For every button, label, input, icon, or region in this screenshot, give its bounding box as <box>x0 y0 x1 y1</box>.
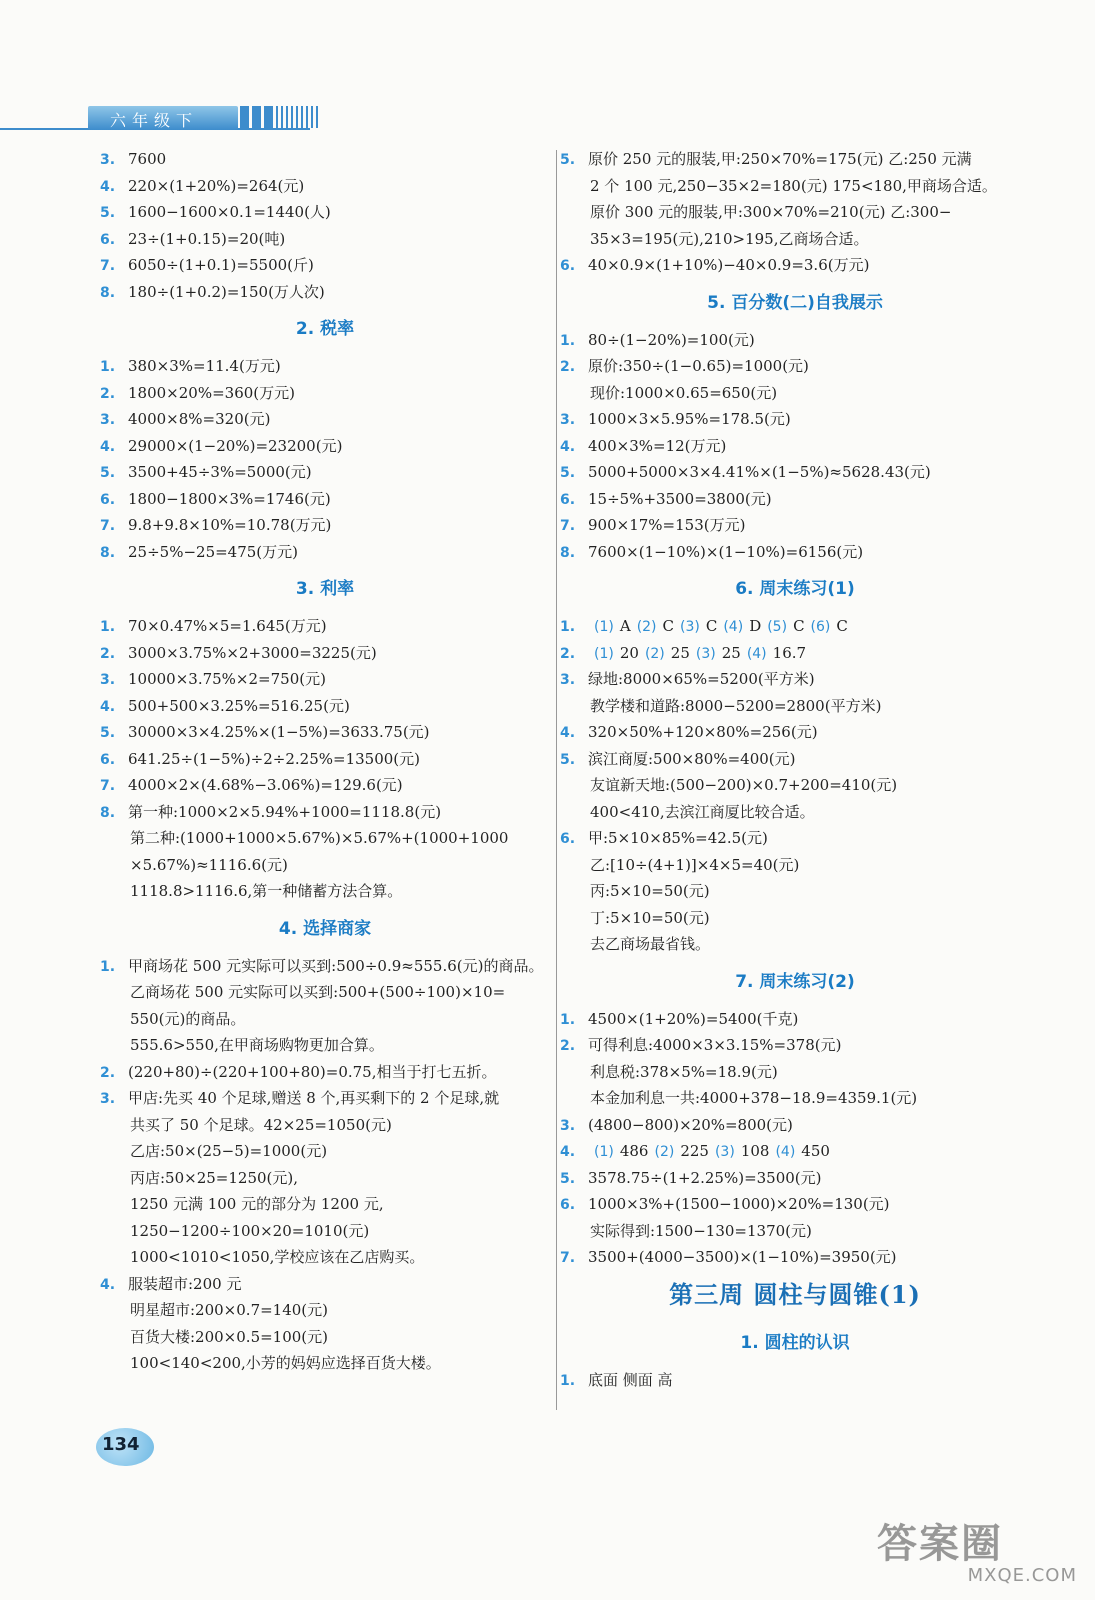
answer-text: 30000×3×4.25%×(1−5%)=3633.75(元) <box>128 723 430 741</box>
answer-continuation <box>560 852 1030 879</box>
answer-text: 共买了 50 个足球。42×25=1050(元) <box>130 1115 392 1134</box>
sub-answer: 225 <box>680 1142 709 1160</box>
answer-item <box>560 1191 1030 1218</box>
answer-item <box>100 1271 550 1298</box>
answer-continuation <box>560 226 1030 253</box>
answer-text: 利息税:378×5%=18.9(元) <box>590 1062 778 1081</box>
item-number: 4. <box>100 178 116 195</box>
answer-item <box>560 746 1030 773</box>
answer-item <box>100 719 550 746</box>
sub-answer: 450 <box>801 1142 830 1160</box>
answer-continuation <box>560 380 1030 407</box>
answer-text: 3500+(4000−3500)×(1−10%)=3950(元) <box>588 1248 897 1266</box>
item-number: 1. <box>560 619 576 635</box>
sub-question-label: (2) <box>644 645 665 662</box>
sub-answer: D <box>749 617 762 635</box>
answer-item <box>560 146 1030 173</box>
answer-text: 29000×(1−20%)=23200(元) <box>128 436 343 455</box>
answer-item <box>100 539 550 566</box>
answer-text: 10000×3.75%×2=750(元) <box>128 670 326 688</box>
answer-item <box>560 825 1030 852</box>
answer-continuation <box>100 1297 550 1324</box>
item-number: 2. <box>100 645 116 662</box>
answer-text: 可得利息:4000×3×3.15%=378(元) <box>588 1036 842 1054</box>
item-number: 5. <box>560 152 576 168</box>
answer-text: 641.25÷(1−5%)÷2÷2.25%=13500(元) <box>128 749 420 768</box>
item-number: 1. <box>560 332 576 349</box>
item-number: 1. <box>100 619 116 635</box>
answer-continuation <box>100 1244 550 1271</box>
answer-item <box>560 433 1030 460</box>
answer-item <box>100 486 550 513</box>
answer-item <box>560 1244 1030 1271</box>
answer-text: 乙商场花 500 元实际可以买到:500+(500÷100)×10= <box>130 983 506 1001</box>
answer-item <box>100 953 550 980</box>
answer-text: 丙:5×10=50(元) <box>590 882 710 900</box>
answer-text: 1800×20%=360(万元) <box>128 383 295 402</box>
sub-question-label: (5) <box>767 619 788 635</box>
answer-continuation <box>100 1350 550 1377</box>
answer-text: 1000<1010<1050,学校应该在乙店购买。 <box>130 1248 425 1266</box>
item-number: 7. <box>560 1250 576 1266</box>
answer-continuation <box>100 979 550 1006</box>
answer-text: 15÷5%+3500=3800(元) <box>588 489 772 508</box>
item-number: 5. <box>560 1170 576 1187</box>
answer-continuation <box>100 878 550 905</box>
answer-item <box>560 459 1030 486</box>
item-number: 8. <box>100 804 116 821</box>
answer-item <box>560 353 1030 380</box>
answer-item <box>560 1112 1030 1139</box>
grade-label: 六年级下 <box>110 111 199 130</box>
answer-text: 底面 侧面 高 <box>588 1370 673 1389</box>
sub-answer: 16.7 <box>772 643 807 662</box>
answer-text: 滨江商厦:500×80%=400(元) <box>588 749 796 768</box>
answer-item <box>100 1085 550 1112</box>
answer-item <box>100 173 550 200</box>
banner-ticks <box>240 106 318 130</box>
answer-item <box>560 539 1030 566</box>
answer-text: 1000×3%+(1500−1000)×20%=130(元) <box>588 1195 890 1213</box>
sub-question-label: (4) <box>746 645 767 662</box>
item-number: 1. <box>560 1372 576 1389</box>
page-number: 134 <box>102 1434 140 1455</box>
answer-continuation <box>100 1191 550 1218</box>
answer-text: 5000+5000×3×4.41%×(1−5%)≈5628.43(元) <box>588 463 931 481</box>
answer-item <box>560 1138 1030 1165</box>
item-number: 8. <box>560 544 576 561</box>
item-number: 6. <box>100 231 116 248</box>
answer-text: 80÷(1−20%)=100(元) <box>588 330 755 349</box>
answer-item <box>560 1367 1030 1394</box>
answer-text: 320×50%+120×80%=256(元) <box>588 723 818 741</box>
answer-item <box>100 199 550 226</box>
item-number: 5. <box>560 751 576 768</box>
item-number: 8. <box>100 284 116 301</box>
answer-text: 甲店:先买 40 个足球,赠送 8 个,再买剩下的 2 个足球,就 <box>128 1089 500 1107</box>
section-heading: 7. 周末练习(2) <box>735 971 855 992</box>
sub-answer: 25 <box>670 643 690 662</box>
sub-question-label: (3) <box>695 645 716 662</box>
answer-item <box>100 406 550 433</box>
answer-item <box>100 666 550 693</box>
answer-item <box>100 512 550 539</box>
answer-text: 原价:350÷(1−0.65)=1000(元) <box>588 357 809 375</box>
answer-text: 900×17%=153(万元) <box>588 516 746 534</box>
answer-continuation <box>560 1218 1030 1245</box>
item-number: 7. <box>560 518 576 534</box>
answer-text: 100<140<200,小芳的妈妈应选择百货大楼。 <box>130 1354 441 1372</box>
answer-item <box>560 406 1030 433</box>
answer-continuation <box>100 1324 550 1351</box>
answer-item <box>560 1165 1030 1192</box>
sub-answer: C <box>793 617 805 635</box>
section-heading: 1. 圆柱的认识 <box>740 1332 850 1353</box>
answer-text: 1600−1600×0.1=1440(人) <box>128 203 331 221</box>
grade-banner <box>0 104 320 132</box>
answer-continuation <box>560 693 1030 720</box>
answer-text: 实际得到:1500−130=1370(元) <box>590 1221 812 1240</box>
answer-text: 第一种:1000×2×5.94%+1000=1118.8(元) <box>128 802 442 821</box>
answer-text: 甲商场花 500 元实际可以买到:500÷0.9≈555.6(元)的商品。 <box>128 956 544 975</box>
item-number: 7. <box>100 258 116 274</box>
answer-text: 220×(1+20%)=264(元) <box>128 176 305 195</box>
answer-text: 70×0.47%×5=1.645(万元) <box>128 617 327 635</box>
answer-item <box>100 1059 550 1086</box>
answer-text: 1800−1800×3%=1746(元) <box>128 489 331 508</box>
answer-continuation <box>560 772 1030 799</box>
sub-question-label: (1) <box>594 645 614 662</box>
item-number: 7. <box>100 778 116 794</box>
answer-text: 550(元)的商品。 <box>130 1009 246 1028</box>
answer-text: 3578.75÷(1+2.25%)=3500(元) <box>588 1168 822 1187</box>
answer-item <box>100 279 550 306</box>
item-number: 4. <box>560 1144 576 1160</box>
answer-item <box>100 353 550 380</box>
answer-continuation <box>560 905 1030 932</box>
item-number: 4. <box>560 438 576 455</box>
item-number: 6. <box>560 491 576 508</box>
answer-text: 去乙商场最省钱。 <box>590 935 711 953</box>
item-number: 3. <box>560 1117 576 1134</box>
chapter-heading: 第三周 圆柱与圆锥(1) <box>669 1279 921 1309</box>
answer-item <box>100 640 550 667</box>
answer-text: 9.8+9.8×10%=10.78(万元) <box>128 516 332 534</box>
item-number: 4. <box>100 438 116 455</box>
item-number: 8. <box>100 544 116 561</box>
answer-item <box>560 327 1030 354</box>
answer-text: 绿地:8000×65%=5200(平方米) <box>588 670 815 688</box>
answer-text: 4000×8%=320(元) <box>128 410 271 428</box>
answer-item <box>100 772 550 799</box>
answer-item <box>560 512 1030 539</box>
answer-continuation <box>560 878 1030 905</box>
answer-item <box>560 1032 1030 1059</box>
answer-text: 丙店:50×25=1250(元), <box>130 1168 299 1187</box>
answer-text: 现价:1000×0.65=650(元) <box>590 383 778 402</box>
item-number: 5. <box>100 725 116 741</box>
answer-item <box>100 693 550 720</box>
item-number: 2. <box>560 1038 576 1054</box>
answer-continuation <box>560 799 1030 826</box>
right-answer-column <box>560 146 1030 1393</box>
watermark <box>877 1512 1077 1592</box>
item-number: 4. <box>560 725 576 741</box>
sub-question-label: (6) <box>810 619 831 635</box>
answer-text: 甲:5×10×85%=42.5(元) <box>588 829 768 847</box>
answer-text: 500+500×3.25%=516.25(元) <box>128 696 350 715</box>
answer-continuation <box>560 1059 1030 1086</box>
answer-text: 明星超市:200×0.7=140(元) <box>130 1301 329 1319</box>
section-heading: 5. 百分数(二)自我展示 <box>707 292 883 313</box>
sub-answer: 108 <box>740 1142 770 1160</box>
item-number: 2. <box>560 359 576 375</box>
answer-text: 555.6>550,在甲商场购物更加合算。 <box>130 1036 384 1054</box>
sub-answer: C <box>836 617 848 635</box>
answer-text: 7600×(1−10%)×(1−10%)=6156(元) <box>588 542 864 561</box>
answer-text: 40×0.9×(1+10%)−40×0.9=3.6(万元) <box>588 256 870 274</box>
item-number: 3. <box>100 1091 116 1107</box>
watermark-cn: 答案圈 <box>877 1521 1003 1567</box>
sub-question-label: (4) <box>723 619 744 635</box>
answer-text: 3500+45÷3%=5000(元) <box>128 463 312 481</box>
answer-text: 6050÷(1+0.1)=5500(斤) <box>128 256 314 274</box>
sub-answer: C <box>705 617 718 635</box>
answer-item <box>560 486 1030 513</box>
item-number: 3. <box>100 152 116 168</box>
item-number: 3. <box>560 412 576 428</box>
section-heading: 6. 周末练习(1) <box>735 579 855 599</box>
section-heading: 2. 税率 <box>295 319 355 339</box>
answer-text: 2 个 100 元,250−35×2=180(元) 175<180,甲商场合适。 <box>590 176 997 195</box>
answer-text: 180÷(1+0.2)=150(万人次) <box>128 282 325 301</box>
answer-text: 380×3%=11.4(万元) <box>128 357 281 375</box>
answer-continuation <box>100 1138 550 1165</box>
answer-text: 1250−1200÷100×20=1010(元) <box>130 1221 370 1240</box>
answer-text: 7600 <box>128 150 167 168</box>
sub-question-label: (1) <box>594 1144 614 1160</box>
answer-text: 友谊新天地:(500−200)×0.7+200=410(元) <box>590 776 898 794</box>
answer-item <box>560 719 1030 746</box>
answer-text: 原价 300 元的服装,甲:300×70%=210(元) 乙:300− <box>590 203 952 221</box>
answer-text: 1118.8>1116.6,第一种储蓄方法合算。 <box>130 882 403 900</box>
answer-text: 本金加利息一共:4000+378−18.9=4359.1(元) <box>590 1089 918 1107</box>
item-number: 5. <box>100 205 116 221</box>
answer-item <box>560 1006 1030 1033</box>
answer-item <box>100 613 550 640</box>
answer-item <box>560 640 1030 667</box>
sub-answer: C <box>662 617 675 635</box>
answer-text: 丁:5×10=50(元) <box>590 908 710 927</box>
answer-item <box>100 433 550 460</box>
watermark-en: MXQE.COM <box>967 1565 1077 1586</box>
answer-text: 4000×2×(4.68%−3.06%)=129.6(元) <box>128 776 403 794</box>
item-number: 3. <box>560 672 576 688</box>
answer-text: 4500×(1+20%)=5400(千克) <box>588 1009 799 1028</box>
item-number: 2. <box>560 645 576 662</box>
sub-answer: A <box>619 617 631 635</box>
answer-continuation <box>100 852 550 879</box>
sub-answer: 486 <box>619 1142 649 1160</box>
sub-question-label: (3) <box>680 619 700 635</box>
item-number: 2. <box>100 385 116 402</box>
item-number: 3. <box>100 412 116 428</box>
answer-continuation <box>100 1112 550 1139</box>
sub-question-label: (1) <box>594 619 614 635</box>
answer-item <box>100 746 550 773</box>
answer-text: (220+80)÷(220+100+80)=0.75,相当于打七五折。 <box>128 1062 497 1081</box>
answer-text: 400<410,去滨江商厦比较合适。 <box>590 802 815 821</box>
sub-question-label: (4) <box>775 1144 796 1160</box>
item-number: 1. <box>100 958 116 975</box>
answer-text: 400×3%=12(万元) <box>588 436 727 455</box>
item-number: 5. <box>100 465 116 481</box>
answer-text: ×5.67%)≈1116.6(元) <box>130 855 288 874</box>
answer-text: 教学楼和道路:8000−5200=2800(平方米) <box>590 696 882 715</box>
item-number: 5. <box>560 465 576 481</box>
item-number: 7. <box>100 518 116 534</box>
item-number: 4. <box>100 698 116 715</box>
item-number: 1. <box>560 1011 576 1028</box>
item-number: 4. <box>100 1276 116 1293</box>
sub-answer: 25 <box>721 643 741 662</box>
answer-item <box>100 146 550 173</box>
sub-answer: 20 <box>619 643 639 662</box>
answer-continuation <box>100 1218 550 1245</box>
answer-text: 1000×3×5.95%=178.5(元) <box>588 410 791 428</box>
answer-text: 原价 250 元的服装,甲:250×70%=175(元) 乙:250 元满 <box>588 150 972 168</box>
item-number: 6. <box>100 491 116 508</box>
answer-text: 乙:[10÷(4+1)]×4×5=40(元) <box>590 855 800 874</box>
answer-text: 百货大楼:200×0.5=100(元) <box>130 1327 329 1346</box>
answer-item <box>100 459 550 486</box>
answer-item <box>100 226 550 253</box>
item-number: 1. <box>100 359 116 375</box>
item-number: 6. <box>560 831 576 847</box>
column-divider <box>556 150 557 1410</box>
answer-continuation <box>100 1032 550 1059</box>
answer-text: 1250 元满 100 元的部分为 1200 元, <box>130 1195 384 1213</box>
sub-question-label: (2) <box>654 1144 675 1160</box>
answer-item <box>100 380 550 407</box>
section-heading: 4. 选择商家 <box>278 918 372 939</box>
answer-text: 23÷(1+0.15)=20(吨) <box>128 229 286 248</box>
item-number: 6. <box>560 1197 576 1213</box>
answer-item <box>560 666 1030 693</box>
page-number-badge <box>92 1422 162 1470</box>
answer-item <box>560 252 1030 279</box>
answer-continuation <box>560 173 1030 200</box>
item-number: 2. <box>100 1064 116 1081</box>
answer-text: 25÷5%−25=475(万元) <box>128 542 299 561</box>
answer-text: 服装超市:200 元 <box>128 1274 242 1293</box>
answer-continuation <box>560 1085 1030 1112</box>
answer-continuation <box>100 825 550 852</box>
answer-text: 3000×3.75%×2+3000=3225(元) <box>128 643 377 662</box>
grade-label-bar <box>88 106 238 130</box>
answer-text: 第二种:(1000+1000×5.67%)×5.67%+(1000+1000 <box>130 829 509 847</box>
left-answer-column <box>100 146 550 1377</box>
answer-text: 乙店:50×(25−5)=1000(元) <box>130 1142 328 1160</box>
sub-question-label: (2) <box>636 619 657 635</box>
answer-continuation <box>560 931 1030 958</box>
item-number: 6. <box>560 258 576 274</box>
item-number: 6. <box>100 751 116 768</box>
answer-continuation <box>100 1165 550 1192</box>
item-number: 3. <box>100 672 116 688</box>
section-heading: 3. 利率 <box>295 579 355 599</box>
answer-continuation <box>560 199 1030 226</box>
answer-text: (4800−800)×20%=800(元) <box>588 1115 793 1134</box>
answer-text: 35×3=195(元),210>195,乙商场合适。 <box>590 229 869 248</box>
answer-item <box>100 252 550 279</box>
sub-question-label: (3) <box>714 1144 735 1160</box>
answer-item <box>100 799 550 826</box>
answer-continuation <box>100 1006 550 1033</box>
answer-item <box>560 613 1030 640</box>
